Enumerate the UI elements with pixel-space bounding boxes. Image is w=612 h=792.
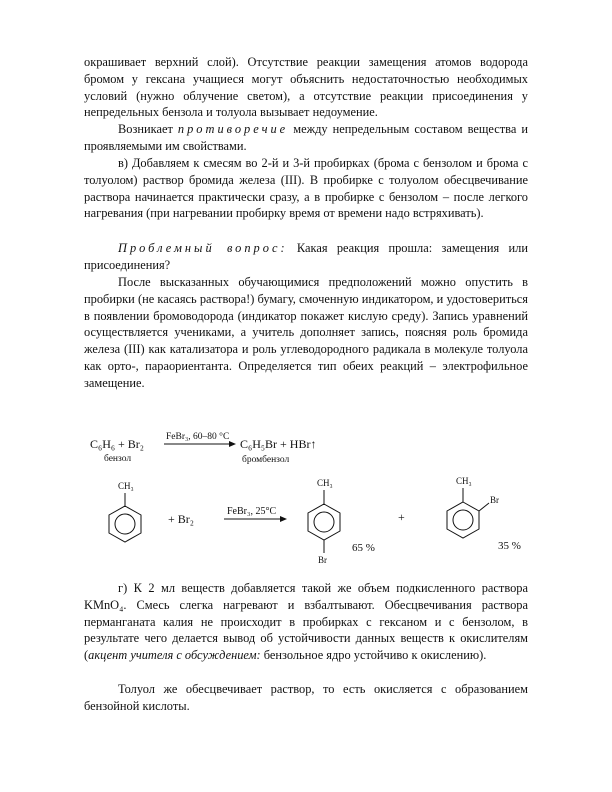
para-product-ring-circle [314,512,334,532]
r1-label-benzene: бензол [104,454,132,464]
r1-label-bromobenzene: бромбензол [242,455,290,465]
yield-ortho: 35 % [498,540,521,552]
paragraph-6-rest: бензольное ядро устойчиво к окислению). [260,648,487,663]
paragraph-5: После высказанных обучающимися предположений можно опустить в пробирки (не касаясь раствора!) бумагу, смоченную индикатором, и удостовериться в появлении бромоводорода (индикатор покажет кислую среду). Запись уравнений осуществляется учениками, а учитель дополняет запись, поясняя роль бромида железа (III) как катализатора и роль углеводородного радикала в молекуле толуола как орто-, параориентанта. Определяется тип обеих реакций – электрофильное замещение. [84,275,528,390]
plus-sign: + [398,510,405,524]
toluene-ring-circle [115,514,135,534]
paragraph-6 [84,580,528,664]
paragraph-6-start: г) К 2 мл веществ добавляется такой же объем подкисленного раствора KMnO₄. Смесь слегка нагревают и взбалтывают. Обесцвечивания раствора перманганата калия не происходит в пробирках с гексаном и с бензолом, в результате чего делается вывод об устойчивости данных веществ к окислителям ( [84,581,528,663]
emphasis-teacher-accent: акцент учителя с обсуждением: [88,648,261,663]
emphasis-problem-question: Проблемный вопрос: [118,241,288,255]
paragraph-3: в) Добавляем к смесям во 2-й и 3-й пробирках (брома с бензолом и брома с толуолом) раствор бромида железа (III). В пробирке с толуолом обесцвечивание раствора начинается практически сразу, а в пробирке с бензолом – после легкого нагревания (при нагревании пробирку время от времени надо встряхивать). [84,156,528,221]
r1-arrowhead [229,441,236,447]
r1-products: C₆H₅Br + HBr↑ [240,437,317,451]
para-product-br: Br [318,555,327,565]
reaction-scheme [0,420,612,570]
r2-arrowhead [280,516,287,522]
plus-br2: + Br₂ [168,512,194,526]
r1-condition: FeBr₃, 60–80 °C [166,432,230,442]
paragraph-7: Толуол же обесцвечивает раствор, то есть окисляется с образованием бензойной кислоты. [84,682,528,713]
emphasis-contradiction: противоречие [177,122,289,136]
paragraph-4-rest: Какая реакция прошла: замещения или присоединения? [84,241,528,272]
paragraph-2-start: Возникает [118,122,178,136]
paragraph-1: окрашивает верхний слой). Отсутствие реакции замещения атомов водорода бромом у гексана учащиеся могут объяснить недостаточностью необходимых условий (нужно облучение светом), а отсутствие реакции присоединения у непредельных бензола и толуола вызывает недоумение. [84,55,528,120]
paragraph-4 [84,240,528,274]
ortho-bond-br [479,503,489,511]
toluene-ring [109,506,141,542]
para-product-ring [308,504,340,540]
r1-reactants: C₆H₆ + Br₂ [90,437,144,451]
ortho-product-ch3: CH₃ [456,476,472,486]
paragraph-2 [84,121,528,155]
r2-condition: FeBr₃, 25°C [227,506,277,517]
toluene-ch3: CH₃ [118,481,134,491]
ortho-product-br: Br [490,495,499,505]
para-product-ch3: CH₃ [317,478,333,488]
yield-para: 65 % [352,542,375,554]
ortho-product-ring [447,502,479,538]
paragraph-2-rest: между непредельным составом вещества и проявляемыми им свойствами. [84,122,528,153]
ortho-product-ring-circle [453,510,473,530]
